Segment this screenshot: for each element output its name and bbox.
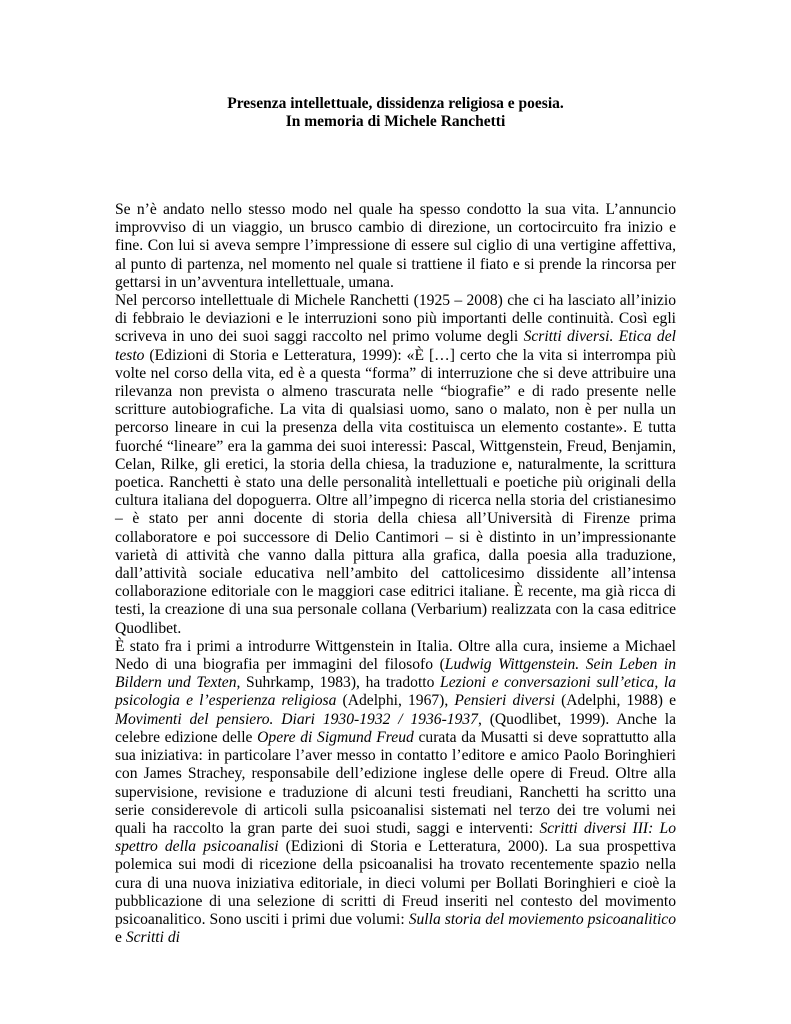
paragraph xyxy=(115,201,676,292)
italic-title-run: Movimenti del pensiero. Diari 1930-1932 / 1936-1937 xyxy=(115,710,478,728)
text-run: Nel percorso intellettuale di Michele Ranchetti (1925 – 2008) che ci ha lasciato all’inizio di febbraio le deviazioni e le interruzioni sono più importanti delle continuità. Così egli scriveva in uno dei suoi saggi raccolto nel primo volume degli xyxy=(115,292,676,346)
text-run: (Adelphi, 1967), xyxy=(336,692,455,710)
text-run: È stato fra i primi a introdurre Wittgenstein in Italia. Oltre alla cura, insieme a Michael Nedo di una biografia per immagini del filosofo ( xyxy=(115,637,676,674)
text-run: , (Quodlibet, 1999). Anche la celebre edizione delle xyxy=(115,710,676,746)
italic-title-run: Pensieri diversi xyxy=(454,692,555,710)
text-run: Suhrkamp, 1983), ha tradotto xyxy=(240,674,441,692)
text-run: (Edizioni di Storia e Letteratura, 1999): «È […] certo che la vita si interrompa più volte nel corso della vita, ed è a questa “forma” di interruzione che si deve attribuire una rilevanza non prevista o almeno trascurata nelle “biografie” e di rado presente nelle scritture autobiografiche. La vita di qualsiasi uomo, sano o malato, non è per nulla un percorso lineare in cui la presenza della vita costituisca un elemento costante». E tutta fuorché “lineare” era la gamma dei suoi interessi: Pascal, Wittgenstein, Freud, Benjamin, Celan, Rilke, gli eretici, la storia della chiesa, la traduzione e, naturalmente, la scrittura poetica. Ranchetti è stato una delle personalità intellettuali e poetiche più originali della cultura italiana del dopoguerra. Oltre all’impegno di ricerca nella storia del cristianesimo – è stato per anni docente di storia della chiesa all’Università di Firenze prima collaboratore e poi successore di Delio Cantimori – si è distinto in un’impressionante varietà di attività che vanno dalla pittura alla grafica, dalla poesia alla traduzione, dall’attività sociale educativa nell’ambito del cattolicesimo dissidente all’intensa collaborazione editoriale con le maggiori case editrici italiane. È recente, ma già ricca di testi, la creazione di una sua personale collana (Verbarium) realizzata con la casa editrice Quodlibet. xyxy=(115,346,676,637)
italic-title-run: Sulla storia del moviemento psicoanalitico xyxy=(408,910,676,928)
paragraph xyxy=(115,292,676,638)
italic-title-run: Lezioni e conversazioni sull’etica, la psicologia e l’esperienza religiosa xyxy=(115,674,677,710)
title-line-2: In memoria di Michele Ranchetti xyxy=(285,113,506,130)
text-run: (Adelphi, 1988) e xyxy=(554,692,676,710)
title-line-1: Presenza intellettuale, dissidenza religiosa e poesia. xyxy=(227,95,564,112)
italic-title-run: Scritti diversi III: Lo spettro della psicoanalisi xyxy=(115,819,677,856)
italic-title-run: Ludwig Wittgenstein. Sein Leben in Bildern und Texten, xyxy=(115,656,676,692)
paragraph xyxy=(115,638,676,947)
italic-title-run: Scritti diversi. Etica del testo xyxy=(115,328,676,364)
italic-title-run: Scritti di xyxy=(125,929,180,947)
text-run: Se n’è andato nello stesso modo nel quale ha spesso condotto la sua vita. L’annuncio improvviso di un viaggio, un brusco cambio di direzione, un cortocircuito fra inizio e fine. Con lui si aveva sempre l’impressione di essere sul ciglio di una vertigine affettiva, al punto di partenza, nel momento nel quale si trattiene il fiato e si prende la rincorsa per gettarsi in un’avventura intellettuale, umana. xyxy=(115,201,676,291)
text-run: (Edizioni di Storia e Letteratura, 2000). La sua prospettiva polemica sui modi di ricezione della psicoanalisi ha trovato recentemente spazio nella cura di una nuova iniziativa editoriale, in dieci volumi per Bollati Boringhieri e cioè la pubblicazione di una selezione di scritti di Freud inseriti nel contesto del movimento psicoanalitico. Sono usciti i primi due volumi: xyxy=(115,838,676,928)
document-body xyxy=(115,201,676,947)
text-run: curata da Musatti si deve soprattutto alla sua iniziativa: in particolare l’aver messo in contatto l’editore e amico Paolo Boringhieri con James Strachey, responsabile dell’edizione inglese delle opere di Freud. Oltre alla supervisione, revisione e traduzione di alcuni testi freudiani, Ranchetti ha scritto una serie considerevole di articoli sulla psicoanalisi sistemati nel terzo dei tre volumi nei quali ha raccolto la gran parte dei suoi studi, saggi e interventi: xyxy=(115,728,677,837)
italic-title-run: Opere di Sigmund Freud xyxy=(257,728,414,746)
document-title xyxy=(0,95,791,131)
text-run: e xyxy=(115,929,126,947)
